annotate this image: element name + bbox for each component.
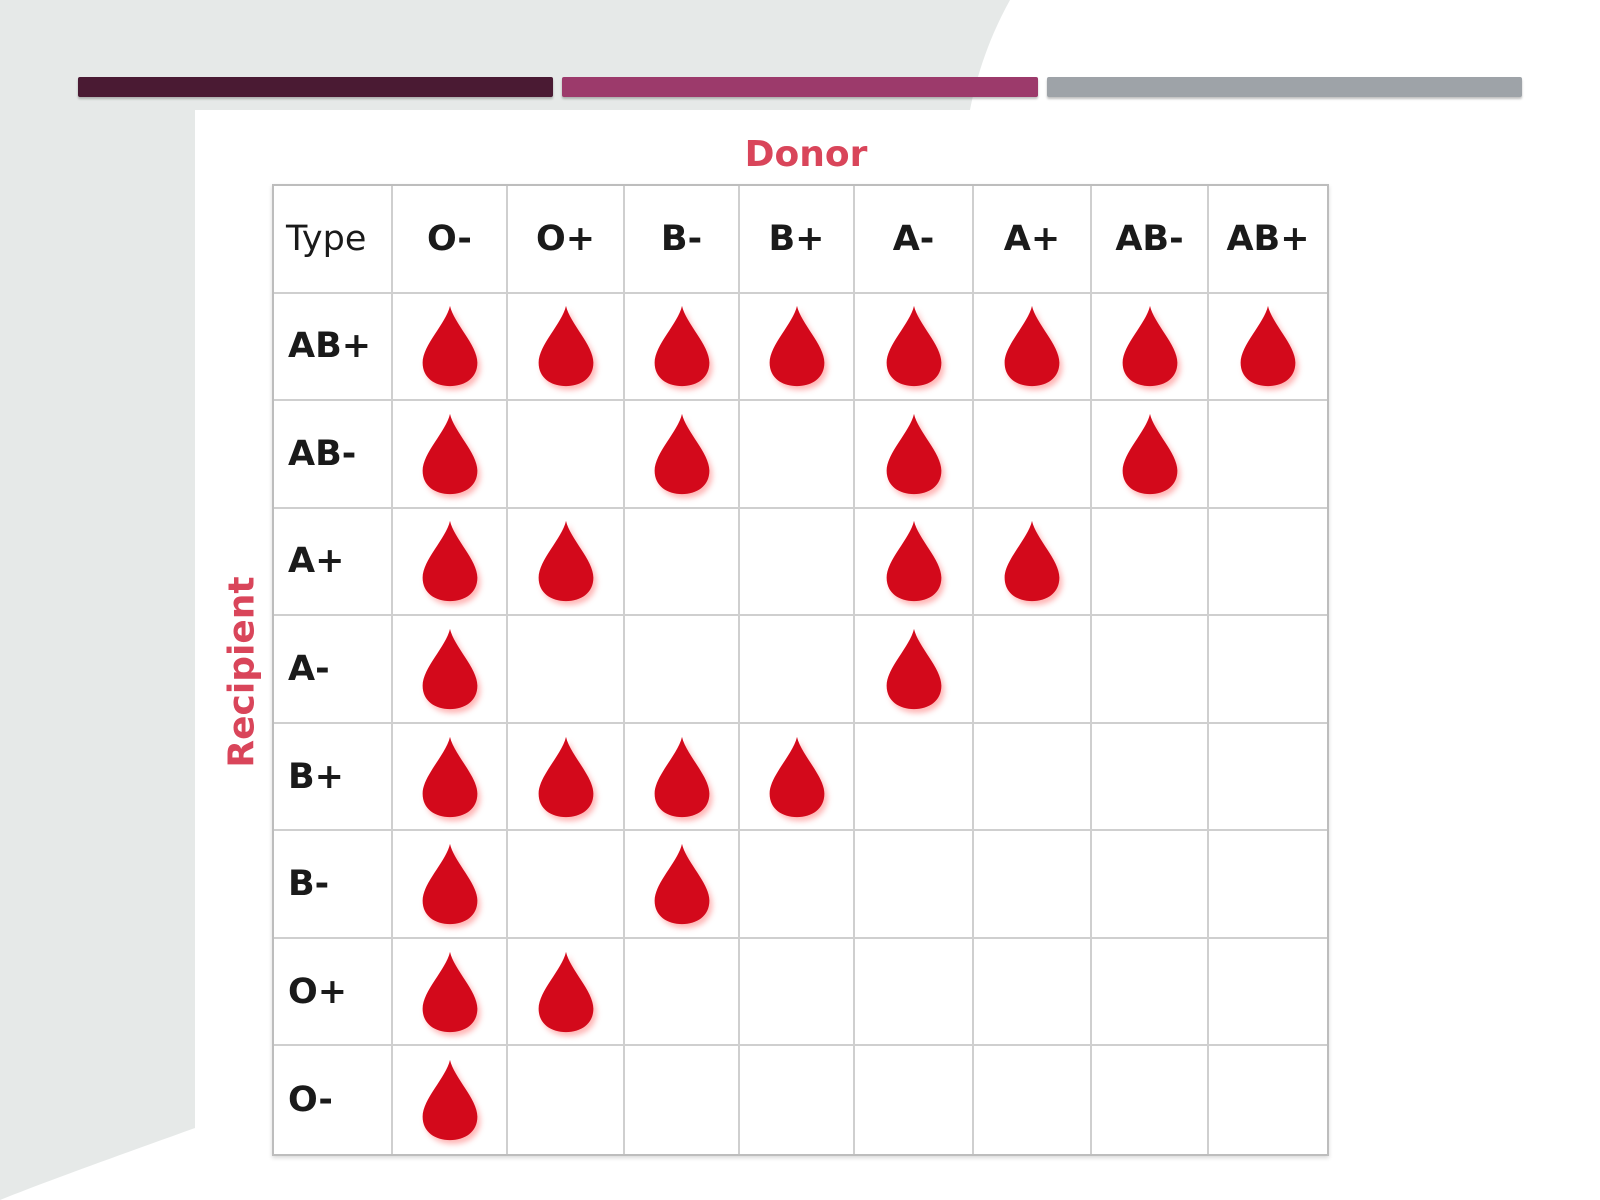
- blood-drop-icon: [1116, 410, 1184, 498]
- compat-cell: [625, 294, 740, 402]
- blood-drop-icon: [998, 302, 1066, 390]
- compat-cell: [508, 294, 625, 402]
- recipient-header-apos: A+: [274, 509, 393, 617]
- compat-cell: [1209, 831, 1327, 939]
- blood-drop-icon: [648, 733, 716, 821]
- compat-cell: [974, 939, 1092, 1047]
- compat-cell: [974, 401, 1092, 509]
- compat-cell: [625, 939, 740, 1047]
- compat-cell: [1209, 401, 1327, 509]
- recipient-header-bpos: B+: [274, 724, 393, 832]
- donor-header-aneg: A-: [855, 186, 974, 294]
- compat-cell: [508, 1046, 625, 1154]
- compat-cell: [393, 616, 508, 724]
- compat-cell: [740, 401, 855, 509]
- blood-drop-icon: [532, 517, 600, 605]
- blood-drop-icon: [880, 410, 948, 498]
- blood-drop-icon: [416, 302, 484, 390]
- blood-drop-icon: [880, 517, 948, 605]
- compat-cell: [508, 724, 625, 832]
- compat-cell: [625, 724, 740, 832]
- blood-drop-icon: [763, 302, 831, 390]
- compat-cell: [974, 509, 1092, 617]
- blood-drop-icon: [998, 517, 1066, 605]
- compat-cell: [1209, 616, 1327, 724]
- compat-cell: [508, 616, 625, 724]
- compat-cell: [855, 294, 974, 402]
- donor-header-opos: O+: [508, 186, 625, 294]
- compat-cell: [1209, 1046, 1327, 1154]
- compat-cell: [855, 401, 974, 509]
- compat-cell: [740, 831, 855, 939]
- compat-cell: [393, 294, 508, 402]
- donor-header-oneg: O-: [393, 186, 508, 294]
- blood-drop-icon: [416, 1056, 484, 1144]
- compat-cell: [625, 831, 740, 939]
- donor-header-bpos: B+: [740, 186, 855, 294]
- donor-axis-label: Donor: [744, 134, 868, 175]
- compat-cell: [393, 831, 508, 939]
- compat-cell: [508, 509, 625, 617]
- compat-cell: [855, 724, 974, 832]
- compat-cell: [508, 939, 625, 1047]
- blood-drop-icon: [532, 302, 600, 390]
- blood-drop-icon: [648, 302, 716, 390]
- compat-cell: [974, 1046, 1092, 1154]
- compat-cell: [855, 509, 974, 617]
- compatibility-table: [272, 184, 1329, 1156]
- compat-cell: [974, 831, 1092, 939]
- header-bar-1: [78, 77, 553, 97]
- compat-cell: [740, 1046, 855, 1154]
- compat-cell: [508, 831, 625, 939]
- compat-cell: [1092, 509, 1209, 617]
- compat-cell: [740, 724, 855, 832]
- blood-drop-icon: [880, 625, 948, 713]
- compat-cell: [740, 939, 855, 1047]
- header-bar-2: [562, 77, 1037, 97]
- compat-cell: [1209, 294, 1327, 402]
- compat-cell: [1092, 939, 1209, 1047]
- blood-drop-icon: [416, 517, 484, 605]
- blood-drop-icon: [416, 733, 484, 821]
- blood-drop-icon: [416, 948, 484, 1036]
- compat-cell: [974, 724, 1092, 832]
- blood-drop-icon: [416, 625, 484, 713]
- recipient-axis-label: Recipient: [221, 576, 263, 768]
- compat-cell: [393, 401, 508, 509]
- recipient-header-oneg: O-: [274, 1046, 393, 1154]
- donor-header-abneg: AB-: [1092, 186, 1209, 294]
- blood-drop-icon: [880, 302, 948, 390]
- blood-drop-icon: [1234, 302, 1302, 390]
- compat-cell: [974, 616, 1092, 724]
- compat-cell: [740, 616, 855, 724]
- compat-cell: [1092, 1046, 1209, 1154]
- compat-cell: [740, 294, 855, 402]
- recipient-header-abneg: AB-: [274, 401, 393, 509]
- blood-drop-icon: [532, 948, 600, 1036]
- header-color-bars: [78, 77, 1522, 99]
- compat-cell: [1092, 294, 1209, 402]
- blood-drop-icon: [763, 733, 831, 821]
- compat-cell: [625, 1046, 740, 1154]
- blood-drop-icon: [648, 410, 716, 498]
- blood-drop-icon: [416, 840, 484, 928]
- compat-cell: [625, 616, 740, 724]
- blood-drop-icon: [416, 410, 484, 498]
- recipient-header-aneg: A-: [274, 616, 393, 724]
- compat-cell: [1092, 616, 1209, 724]
- corner-header: Type: [274, 186, 393, 294]
- compat-cell: [1092, 831, 1209, 939]
- donor-header-apos: A+: [974, 186, 1092, 294]
- blood-drop-icon: [532, 733, 600, 821]
- compat-cell: [393, 1046, 508, 1154]
- recipient-header-bneg: B-: [274, 831, 393, 939]
- compat-cell: [625, 401, 740, 509]
- blood-drop-icon: [1116, 302, 1184, 390]
- compat-cell: [855, 831, 974, 939]
- compat-cell: [393, 509, 508, 617]
- compat-cell: [855, 616, 974, 724]
- compat-cell: [1209, 724, 1327, 832]
- compat-cell: [855, 1046, 974, 1154]
- donor-header-abpos: AB+: [1209, 186, 1327, 294]
- compat-cell: [1209, 939, 1327, 1047]
- compat-cell: [1209, 509, 1327, 617]
- compat-cell: [974, 294, 1092, 402]
- compat-cell: [393, 724, 508, 832]
- compat-cell: [508, 401, 625, 509]
- header-bar-3: [1047, 77, 1522, 97]
- blood-drop-icon: [648, 840, 716, 928]
- recipient-header-abpos: AB+: [274, 294, 393, 402]
- compat-cell: [1092, 724, 1209, 832]
- compat-cell: [625, 509, 740, 617]
- compat-cell: [393, 939, 508, 1047]
- compat-cell: [740, 509, 855, 617]
- donor-header-bneg: B-: [625, 186, 740, 294]
- recipient-header-opos: O+: [274, 939, 393, 1047]
- compat-cell: [855, 939, 974, 1047]
- compat-cell: [1092, 401, 1209, 509]
